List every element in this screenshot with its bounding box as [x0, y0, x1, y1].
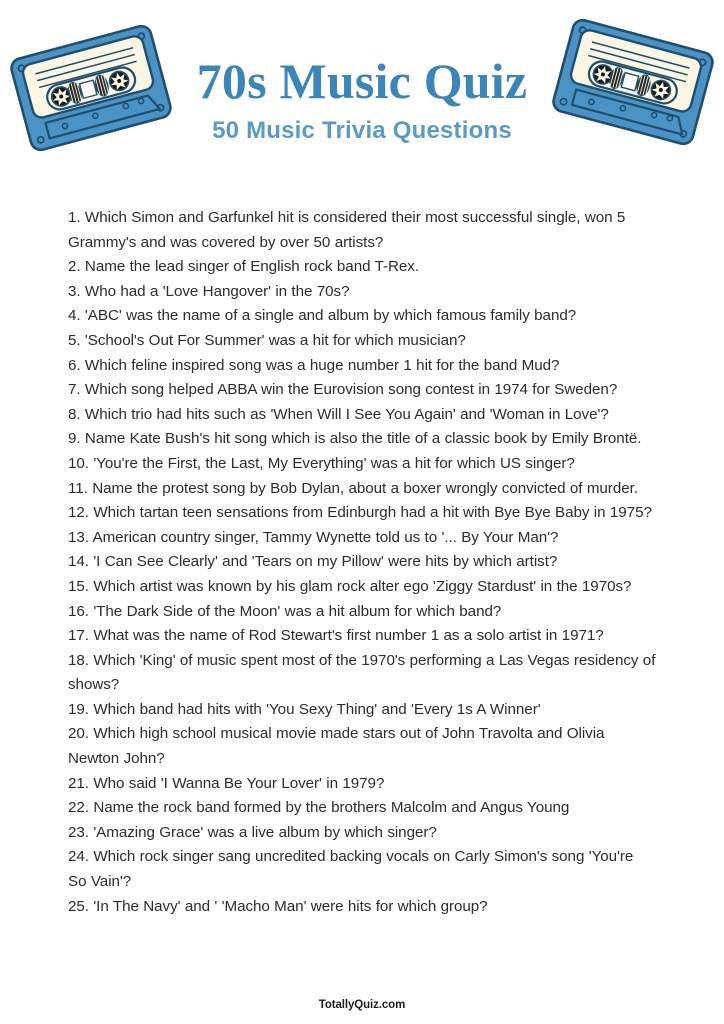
question-item: 23. 'Amazing Grace' was a live album by which singer?: [68, 823, 437, 841]
question-item: 14. 'I Can See Clearly' and 'Tears on my Pillow' were hits by which artist?: [68, 553, 558, 571]
question-item: 21. Who said 'I Wanna Be Your Lover' in 1979?: [68, 774, 385, 792]
title-block: [0, 52, 724, 146]
page-subtitle: 50 Music Trivia Questions: [212, 117, 512, 144]
question-item: 18. Which 'King' of music spent most of the 1970's performing a Las Vegas residency of shows?: [68, 651, 656, 694]
question-item: 2. Name the lead singer of English rock band T-Rex.: [68, 258, 420, 276]
question-item: 5. 'School's Out For Summer' was a hit for which musician?: [68, 331, 466, 349]
question-item: 10. 'You're the First, the Last, My Everything' was a hit for which US singer?: [68, 454, 575, 472]
site-name: TotallyQuiz.com: [318, 999, 406, 1011]
question-item: 7. Which song helped ABBA win the Eurovision song contest in 1974 for Sweden?: [68, 381, 618, 399]
question-item: 6. Which feline inspired song was a huge number 1 hit for the band Mud?: [68, 356, 560, 374]
question-item: 4. 'ABC' was the name of a single and album by which famous family band?: [68, 307, 577, 325]
question-list: [68, 206, 656, 919]
question-item: 25. 'In The Navy' and ' 'Macho Man' were hits for which group?: [68, 897, 488, 915]
question-item: 11. Name the protest song by Bob Dylan, about a boxer wrongly convicted of murder.: [68, 479, 638, 497]
page-title: 70s Music Quiz: [196, 53, 528, 109]
question-item: 13. American country singer, Tammy Wynette told us to '... By Your Man'?: [68, 528, 559, 546]
question-item: 17. What was the name of Rod Stewart's first number 1 as a solo artist in 1971?: [68, 627, 604, 645]
question-item: 8. Which trio had hits such as 'When Will I See You Again' and 'Woman in Love'?: [68, 405, 609, 423]
page-header: [0, 0, 724, 190]
question-item: 3. Who had a 'Love Hangover' in the 70s?: [68, 282, 350, 300]
question-item: 9. Name Kate Bush's hit song which is also the title of a classic book by Emily Brontë.: [68, 430, 642, 448]
question-item: 20. Which high school musical movie made stars out of John Travolta and Olivia Newton John?: [68, 725, 605, 768]
question-item: 1. Which Simon and Garfunkel hit is considered their most successful single, won 5 Grammy's and was covered by over 50 artists?: [68, 209, 626, 251]
question-item: 19. Which band had hits with 'You Sexy Thing' and 'Every 1s A Winner': [68, 700, 541, 718]
question-item: 15. Which artist was known by his glam rock alter ego 'Ziggy Stardust' in the 1970s?: [68, 577, 632, 595]
question-item: 24. Which rock singer sang uncredited backing vocals on Carly Simon's song 'You're So Vain'?: [68, 848, 634, 891]
question-item: 12. Which tartan teen sensations from Edinburgh had a hit with Bye Bye Baby in 1975?: [68, 504, 652, 522]
question-item: 22. Name the rock band formed by the brothers Malcolm and Angus Young: [68, 799, 570, 817]
question-item: 16. 'The Dark Side of the Moon' was a hit album for which band?: [68, 602, 502, 620]
page-footer: [0, 995, 724, 1013]
